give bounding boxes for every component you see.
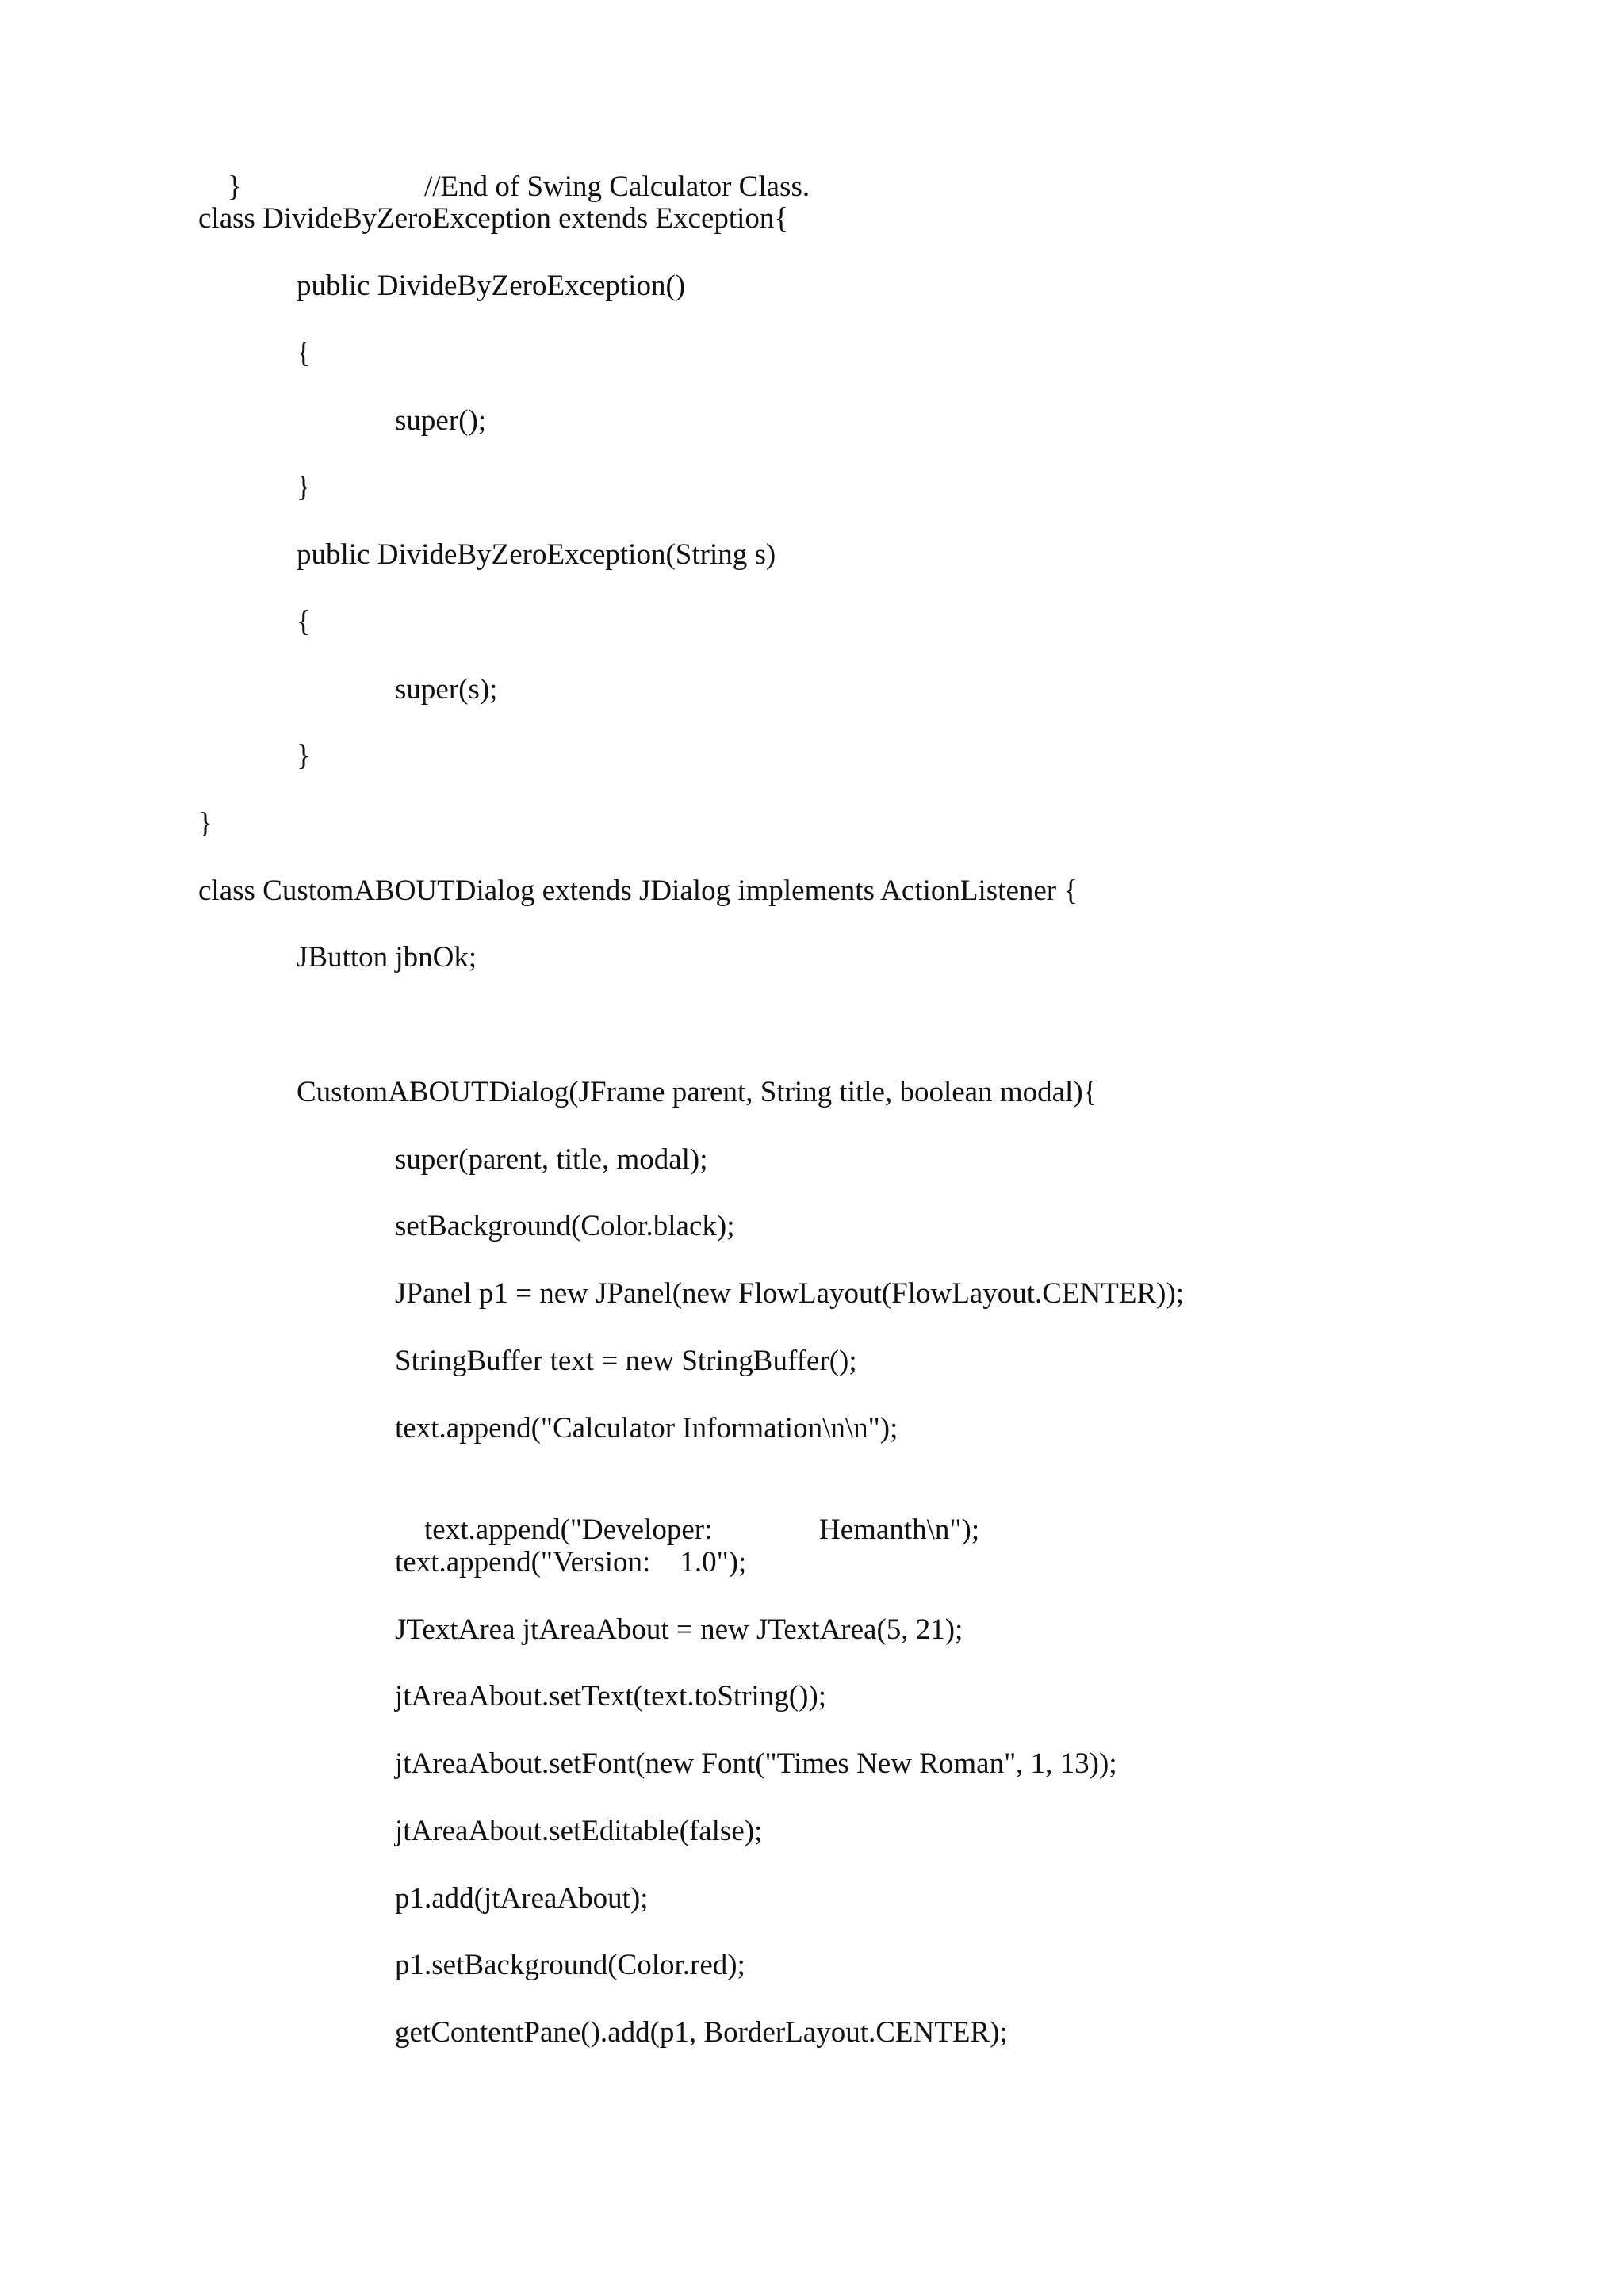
code-line-constructor-default: public DivideByZeroException() — [297, 270, 686, 302]
code-line-class-dialog: class CustomABOUTDialog extends JDialog implements ActionListener { — [198, 874, 1078, 907]
code-line-super-parent: super(parent, title, modal); — [395, 1143, 708, 1176]
code-line-constructor-string: public DivideByZeroException(String s) — [297, 538, 776, 571]
code-line-set-editable: jtAreaAbout.setEditable(false); — [395, 1815, 763, 1847]
code-line-class-divide: class DivideByZeroException extends Exception{ — [198, 202, 789, 235]
code-line-close-brace: } — [297, 740, 311, 772]
code-line-set-font: jtAreaAbout.setFont(new Font("Times New Roman", 1, 13)); — [395, 1747, 1117, 1780]
code-comment: //End of Swing Calculator Class. — [424, 170, 810, 203]
code-line-set-text: jtAreaAbout.setText(text.toString()); — [395, 1680, 827, 1712]
code-line-dialog-constructor: CustomABOUTDialog(JFrame parent, String title, boolean modal){ — [297, 1076, 1097, 1108]
code-line-close-brace: } — [297, 471, 311, 503]
code-line-field-button: JButton jbnOk; — [297, 941, 477, 974]
code-line-append-info: text.append("Calculator Information\n\n"); — [395, 1412, 898, 1445]
code-line-set-background: setBackground(Color.black); — [395, 1210, 735, 1242]
code-line-append-developer-value: Hemanth\n"); — [819, 1513, 980, 1546]
code-line-panel: JPanel p1 = new JPanel(new FlowLayout(FlowLayout.CENTER)); — [395, 1277, 1185, 1310]
code-line-open-brace: { — [297, 606, 311, 638]
code-line-open-brace: { — [297, 337, 311, 369]
code-line-class-end: } — [198, 807, 213, 840]
closing-brace: } — [228, 170, 242, 203]
code-line-panel-add: p1.add(jtAreaAbout); — [395, 1882, 649, 1915]
code-line-stringbuffer: StringBuffer text = new StringBuffer(); — [395, 1345, 857, 1377]
code-line-content-pane-add: getContentPane().add(p1, BorderLayout.CENTER); — [395, 2016, 1008, 2049]
code-line-append-developer: text.append("Developer: — [424, 1513, 713, 1546]
code-line-super-call: super(); — [395, 404, 487, 437]
code-line-panel-background: p1.setBackground(Color.red); — [395, 1949, 745, 1981]
code-line-textarea: JTextArea jtAreaAbout = new JTextArea(5, 21); — [395, 1613, 963, 1646]
code-line-append-version: text.append("Version: 1.0"); — [395, 1546, 747, 1578]
code-line-super-s-call: super(s); — [395, 673, 498, 706]
